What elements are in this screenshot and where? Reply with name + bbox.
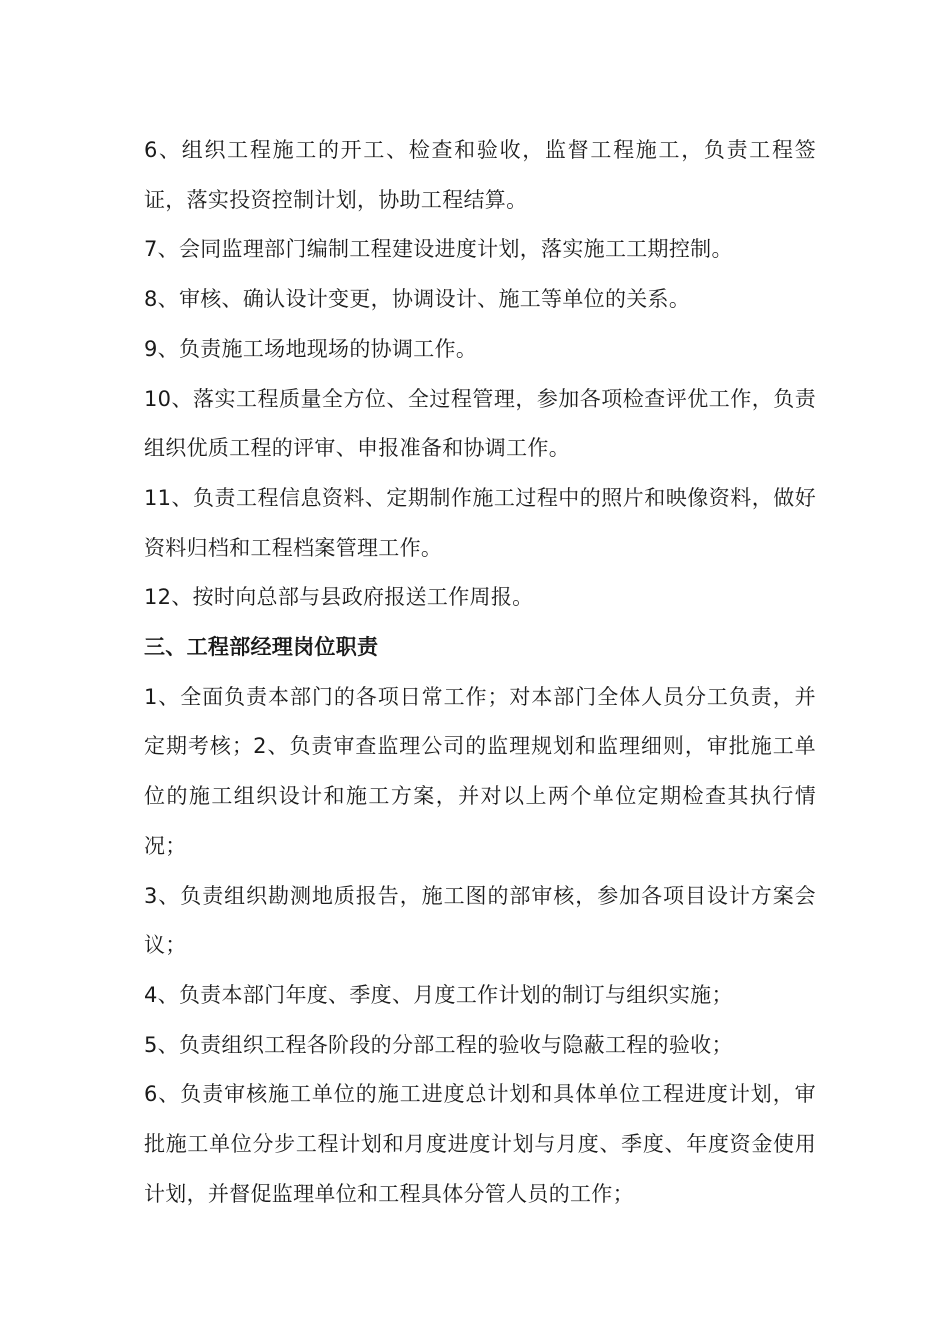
manager-duty-item-4: 4、负责本部门年度、季度、月度工作计划的制订与组织实施；: [144, 982, 733, 1007]
duty-item-11: 11、负责工程信息资料、定期制作施工过程中的照片和映像资料，做好资料归档和工程档案管理工作。: [144, 485, 816, 560]
manager-duty-item-6: 6、负责审核施工单位的施工进度总计划和具体单位工程进度计划，审批施工单位分步工程计划和月度进度计划与月度、季度、年度资金使用计划，并督促监理单位和工程具体分管人员的工作；: [144, 1082, 816, 1206]
duty-item-7: 7、会同监理部门编制工程建设进度计划，落实施工工期控制。: [144, 237, 733, 262]
duty-item-9: 9、负责施工场地现场的协调工作。: [144, 336, 478, 361]
duty-item-8: 8、审核、确认设计变更，协调设计、施工等单位的关系。: [144, 287, 691, 312]
document-body: [144, 126, 816, 1219]
manager-duty-item-5: 5、负责组织工程各阶段的分部工程的验收与隐蔽工程的验收；: [144, 1032, 733, 1057]
manager-duty-item-3: 3、负责组织勘测地质报告，施工图的部审核，参加各项目设计方案会议；: [144, 883, 816, 958]
section-heading: 三、工程部经理岗位职责: [144, 635, 379, 660]
manager-duty-item-1-2: 1、全面负责本部门的各项日常工作；对本部门全体人员分工负责，并定期考核；2、负责审查监理公司的监理规划和监理细则，审批施工单位的施工组织设计和施工方案，并对以上两个单位定期检查其执行情况；: [144, 684, 816, 858]
duty-item-12: 12、按时向总部与县政府报送工作周报。: [144, 585, 534, 610]
duty-item-6: 6、组织工程施工的开工、检查和验收，监督工程施工，负责工程签证，落实投资控制计划，协助工程结算。: [144, 138, 816, 212]
duty-item-10: 10、落实工程质量全方位、全过程管理，参加各项检查评优工作，负责组织优质工程的评审、申报准备和协调工作。: [144, 386, 816, 461]
